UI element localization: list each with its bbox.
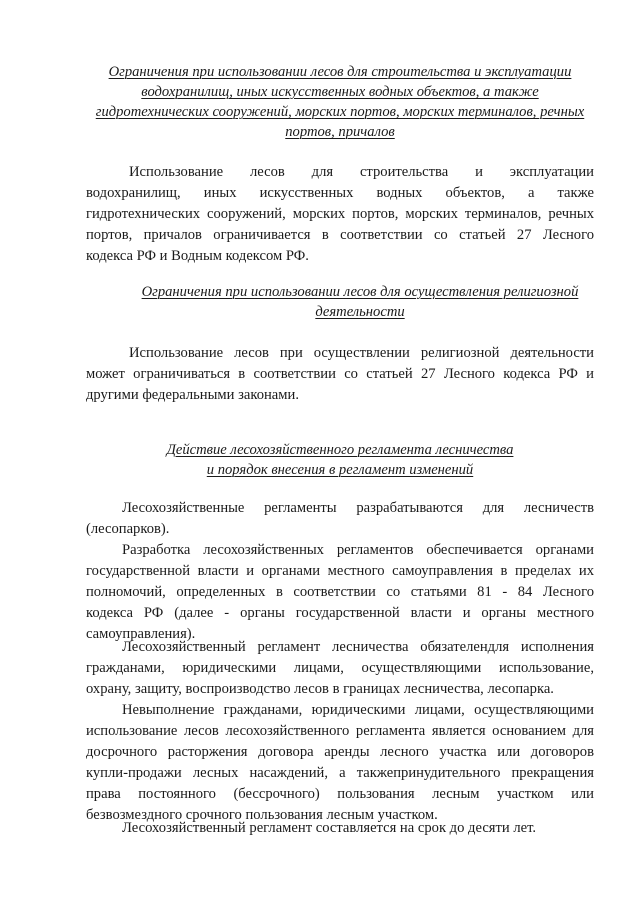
section-heading-regulation	[80, 440, 600, 480]
paragraph-line: самоуправления).	[86, 626, 196, 642]
paragraph-regulation-5	[86, 818, 594, 839]
heading-line: гидротехнических сооружений, морских портов, морских терминалов, речных	[95, 104, 585, 120]
paragraph-line: Лесохозяйственный регламент лесничества обязателендля исполнения	[122, 639, 594, 655]
heading-line: деятельности	[315, 304, 405, 320]
paragraph-construction	[86, 162, 594, 267]
paragraph-line: кодекса РФ и Водным кодексом РФ.	[86, 248, 309, 264]
paragraph-regulation-4	[86, 700, 594, 826]
paragraph-line: (лесопарков).	[86, 521, 170, 537]
paragraph-regulation-1	[86, 498, 594, 540]
paragraph-line: охрану, защиту, воспроизводство лесов в границах лесничества, лесопарка.	[86, 681, 554, 697]
paragraph-line: гражданами, юридическими лицами, осуществляющими использование,	[86, 660, 594, 676]
paragraph-line: безвозмездного срочного пользования лесным участком.	[86, 807, 438, 823]
heading-line: портов, причалов	[285, 124, 395, 140]
paragraph-regulation-2	[86, 540, 594, 645]
heading-line: Ограничения при использовании лесов для осуществления религиозной	[141, 284, 579, 300]
paragraph-line: государственной власти и органами местного самоуправления в пределах их	[86, 563, 594, 579]
paragraph-line: другими федеральными законами.	[86, 387, 299, 403]
paragraph-line: Использование лесов при осуществлении религиозной деятельности	[129, 345, 594, 361]
heading-line: Действие лесохозяйственного регламента лесничества	[166, 442, 514, 458]
paragraph-line: Лесохозяйственный регламент составляется на срок до десяти лет.	[122, 820, 537, 836]
paragraph-religious	[86, 343, 594, 406]
paragraph-line: Лесохозяйственные регламенты разрабатываются для лесничеств	[122, 500, 594, 516]
heading-line: Ограничения при использовании лесов для строительства и эксплуатации	[108, 64, 572, 80]
heading-line: водохранилищ, иных искусственных водных объектов, а также	[141, 84, 539, 100]
paragraph-line: портов, причалов ограничивается в соответствии со статьей 27 Лесного	[86, 227, 594, 243]
paragraph-line: Разработка лесохозяйственных регламентов обеспечивается органами	[122, 542, 594, 558]
paragraph-line: права постоянного (бессрочного) пользования лесным участком или	[86, 786, 594, 802]
paragraph-line: Невыполнение гражданами, юридическими лицами, осуществляющими	[122, 702, 594, 718]
paragraph-line: кодекса РФ (далее - органы государственной власти и органы местного	[86, 605, 594, 621]
paragraph-line: может ограничиваться в соответствии со статьей 27 Лесного кодекса РФ и	[86, 366, 594, 382]
paragraph-line: водохранилищ, иных искусственных водных объектов, а также	[86, 185, 594, 201]
section-heading-religious	[100, 282, 620, 322]
paragraph-line: полномочий, определенных в соответствии со статьями 81 - 84 Лесного	[86, 584, 594, 600]
paragraph-line: досрочного расторжения договора аренды лесного участка или договоров	[86, 744, 594, 760]
heading-line: и порядок внесения в регламент изменений	[206, 462, 474, 478]
paragraph-regulation-3	[86, 637, 594, 700]
paragraph-line: использование лесов лесохозяйственного регламента является основанием для	[86, 723, 594, 739]
paragraph-line: гидротехнических сооружений, морских портов, морских терминалов, речных	[86, 206, 594, 222]
paragraph-line: Использование лесов для строительства и эксплуатации	[129, 164, 594, 180]
section-heading-construction	[80, 62, 600, 142]
paragraph-line: купли-продажи лесных насаждений, а такжепринудительного прекращения	[86, 765, 594, 781]
